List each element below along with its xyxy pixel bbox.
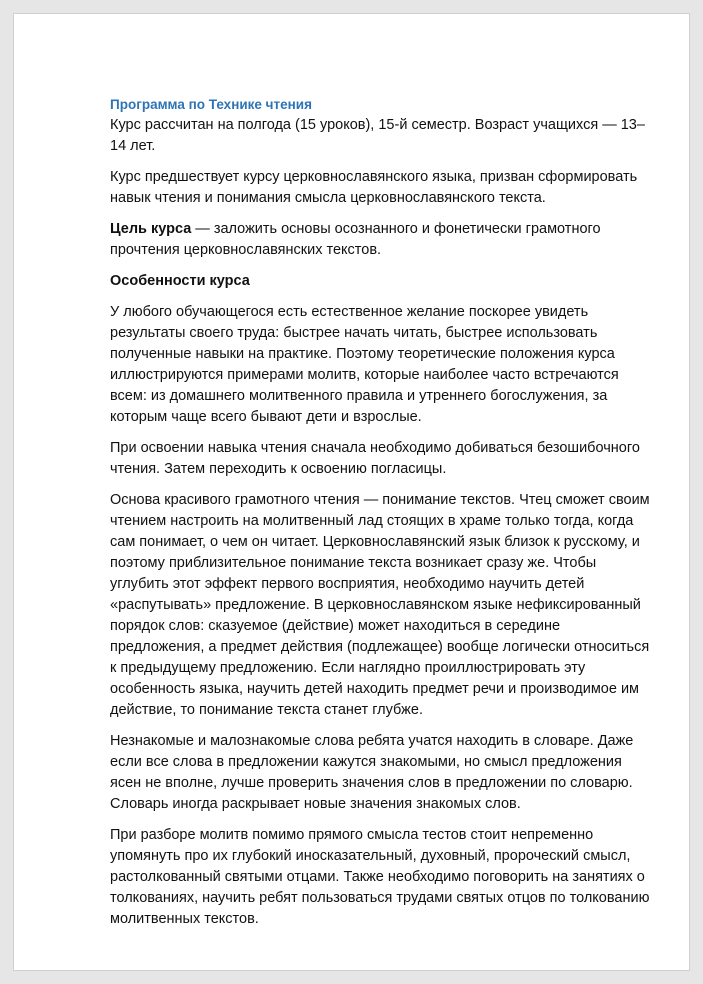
features-heading: Особенности курса [110,273,250,289]
paragraph-prayers: При разборе молитв помимо прямого смысла тестов стоит непременно упомянуть про их глубокий иносказательный, духовный, пророческий смысл, растолкованный святыми отцами. Также необходимо поговорить на занятиях о толкованиях, научить ребят пользоваться трудами святых отцов по толкованию молитвенных текстов. [110,827,650,927]
course-goal [110,219,650,261]
goal-text: — заложить основы осознанного и фонетически грамотного прочтения церковнославянских текстов. [110,221,601,258]
goal-label: Цель курса [110,221,192,237]
course-precedes: Курс предшествует курсу церковнославянского языка, призван сформировать навык чтения и понимания смысла церковнославянского текста. [110,169,638,206]
paragraph-motivation: У любого обучающегося есть естественное желание поскорее увидеть результаты своего труда: быстрее начать читать, быстрее использовать полученные навыки на практике. Поэтому теоретические положения курса иллюстрируются примерами молитв, которые наиболее часто встречаются всем: из домашнего молитвенного правила и утреннего богослужения, за которым чаще всего бывают дети и взрослые. [110,304,619,425]
document-title: Программа по Технике чтения [110,97,312,112]
document-body [110,94,650,940]
paragraph-reading-skill: При освоении навыка чтения сначала необходимо добиваться безошибочного чтения. Затем переходить к освоению погласицы. [110,440,640,477]
paragraph-understanding: Основа красивого грамотного чтения — понимание текстов. Чтец сможет своим чтением настроить на молитвенный лад стоящих в храме только тогда, когда сам понимает, о чем он читает. Церковнославянский язык близок к русскому, и поэтому приблизительное понимание текста возникает сразу же. Чтобы углубить этот эффект первого восприятия, необходимо научить детей «распутывать» предложение. В церковнославянском языке нефиксированный порядок слов: сказуемое (действие) может находиться в середине предложения, а предмет действия (подлежащее) вообще логически относиться к предыдущему предложению. Если наглядно проиллюстрировать эту особенность языка, научить детей находить предмет речи и производимое им действие, то понимание текста станет глубже. [110,492,650,718]
document-page [14,14,689,970]
paragraph-dictionary: Незнакомые и малознакомые слова ребята учатся находить в словаре. Даже если все слова в предложении кажутся знакомыми, но смысл предложения ясен не вполне, лучше проверить значения слов в предложении по словарю. Словарь иногда раскрывает новые значения знакомых слов. [110,733,634,812]
course-intro: Курс рассчитан на полгода (15 уроков), 15-й семестр. Возраст учащихся — 13–14 лет. [110,117,645,154]
